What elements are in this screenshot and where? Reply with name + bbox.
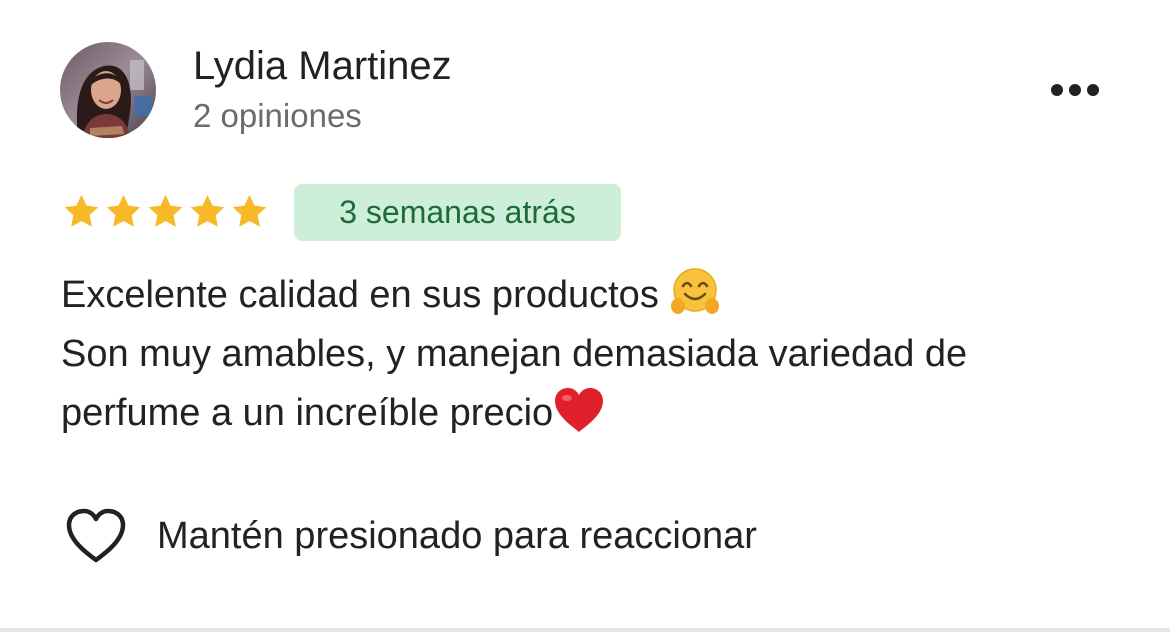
more-options-button[interactable] xyxy=(1040,70,1110,110)
star-icon xyxy=(104,192,143,231)
star-icon xyxy=(146,192,185,231)
review-text-line-1: Excelente calidad en sus productos xyxy=(61,274,659,316)
time-ago-badge: 3 semanas atrás xyxy=(294,184,621,241)
star-rating xyxy=(62,192,269,231)
divider xyxy=(0,628,1170,632)
avatar-photo xyxy=(60,42,156,138)
react-label: Mantén presionado para reaccionar xyxy=(157,514,757,557)
review-line-1 xyxy=(61,266,1141,325)
review-text xyxy=(61,266,1141,443)
hugging-face-icon xyxy=(669,266,721,318)
review-line-3 xyxy=(61,384,1141,443)
more-horizontal-icon xyxy=(1050,83,1100,97)
red-heart-icon xyxy=(553,386,605,434)
react-button[interactable] xyxy=(65,504,757,568)
star-icon xyxy=(230,192,269,231)
star-icon xyxy=(188,192,227,231)
star-icon xyxy=(62,192,101,231)
author-review-count: 2 opiniones xyxy=(193,97,362,134)
heart-outline-icon xyxy=(65,506,127,566)
review-line-2: Son muy amables, y manejan demasiada variedad de xyxy=(61,333,968,375)
avatar[interactable] xyxy=(60,42,156,138)
review-text-line-3: perfume a un increíble precio xyxy=(61,392,554,434)
author-name[interactable]: Lydia Martinez xyxy=(193,44,452,88)
